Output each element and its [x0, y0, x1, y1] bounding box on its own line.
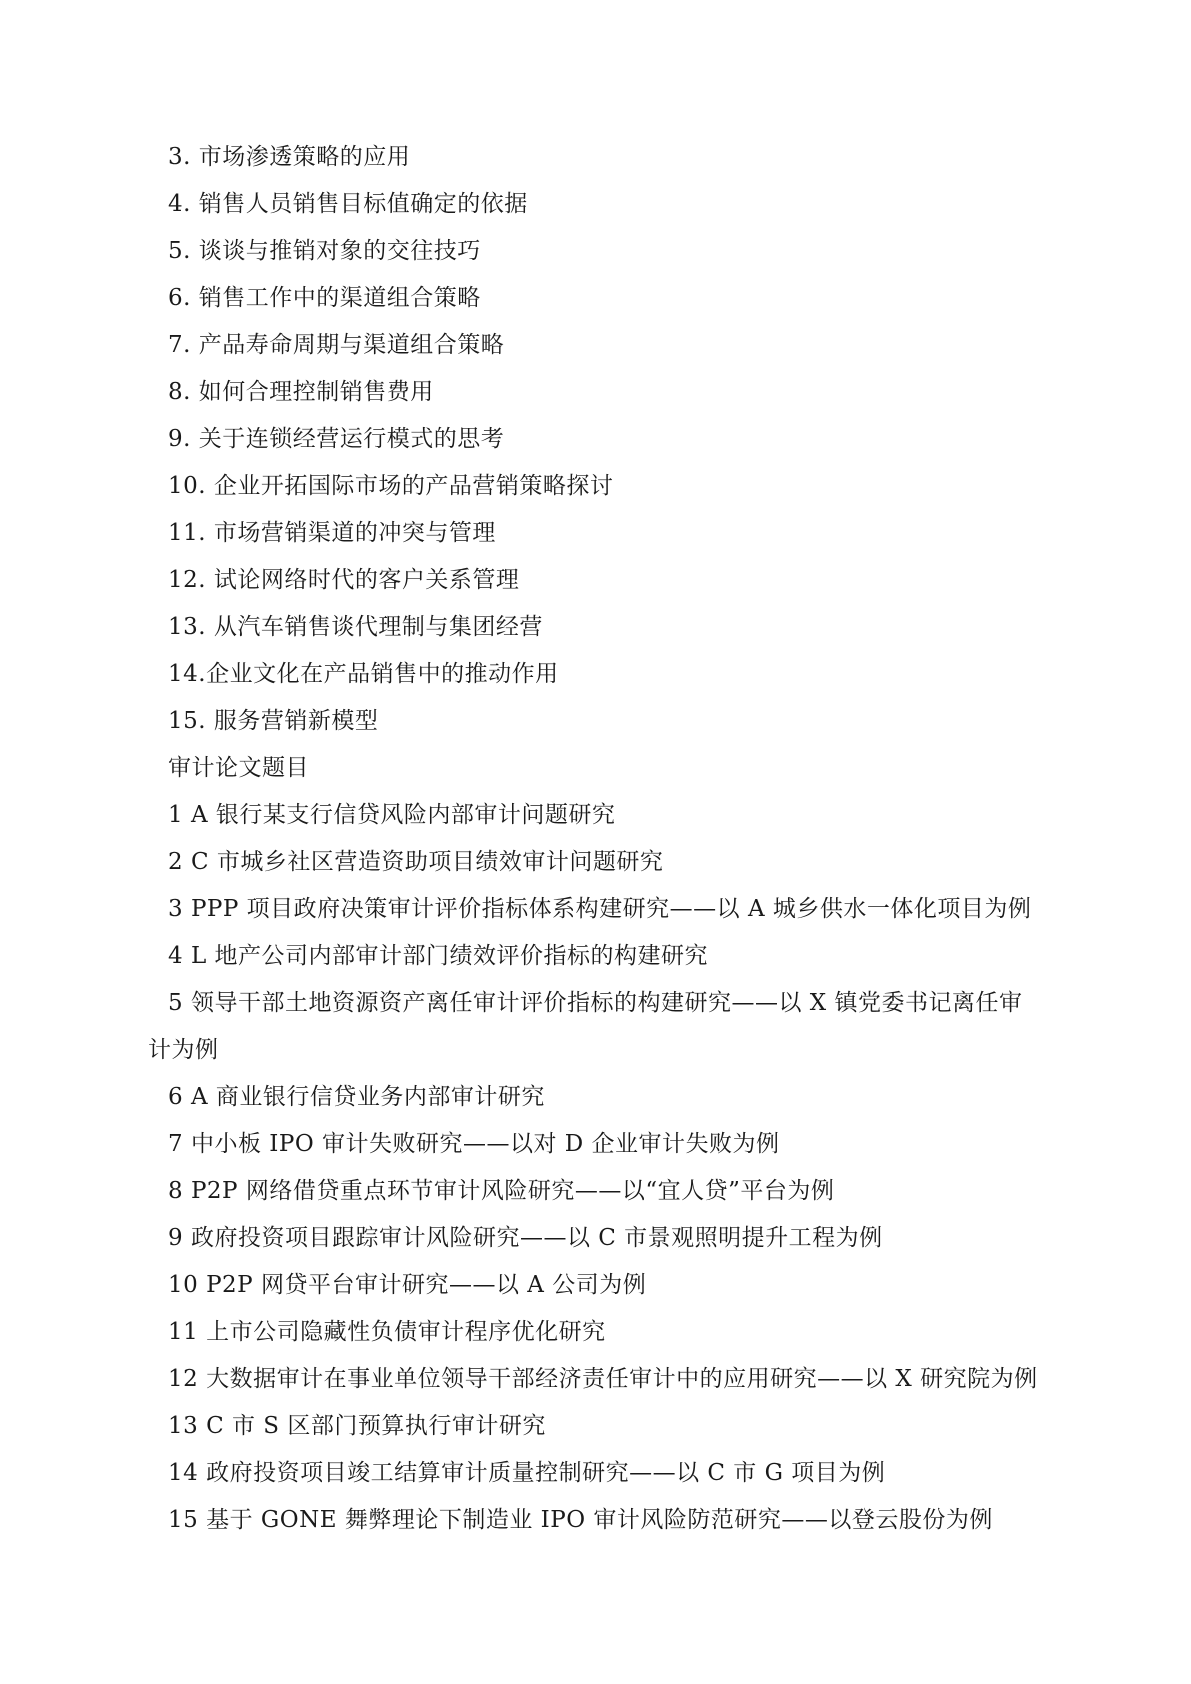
- list-item: 13 C 市 S 区部门预算执行审计研究: [168, 1413, 546, 1439]
- list-item: 15 基于 GONE 舞弊理论下制造业 IPO 审计风险防范研究——以登云股份为例: [168, 1507, 993, 1533]
- list-item: 8 P2P 网络借贷重点环节审计风险研究——以“宜人贷”平台为例: [168, 1178, 835, 1204]
- list-item: 6 A 商业银行信贷业务内部审计研究: [168, 1084, 545, 1110]
- list-item: 12 大数据审计在事业单位领导干部经济责任审计中的应用研究——以 X 研究院为例: [168, 1366, 1038, 1392]
- list-item: 11 上市公司隐藏性负债审计程序优化研究: [168, 1319, 606, 1345]
- document-body: [148, 134, 1048, 1544]
- list-item: 3 PPP 项目政府决策审计评价指标体系构建研究——以 A 城乡供水一体化项目为例: [168, 896, 1032, 922]
- list-item: 10 P2P 网贷平台审计研究——以 A 公司为例: [168, 1272, 647, 1298]
- list-item: 8. 如何合理控制销售费用: [168, 379, 434, 405]
- list-item: 6. 销售工作中的渠道组合策略: [168, 285, 481, 311]
- list-item-continuation: 计为例: [148, 1037, 219, 1063]
- list-item: 2 C 市城乡社区营造资助项目绩效审计问题研究: [168, 849, 664, 875]
- list-item: 13. 从汽车销售谈代理制与集团经营: [168, 614, 543, 640]
- list-item: 14.企业文化在产品销售中的推动作用: [168, 661, 559, 687]
- list-item: 5 领导干部土地资源资产离任审计评价指标的构建研究——以 X 镇党委书记离任审: [168, 990, 1023, 1016]
- list-item: 3. 市场渗透策略的应用: [168, 144, 411, 170]
- list-item: 9 政府投资项目跟踪审计风险研究——以 C 市景观照明提升工程为例: [168, 1225, 883, 1251]
- marketing-topic-list: [148, 134, 1048, 745]
- audit-section-heading: 审计论文题目: [168, 755, 309, 781]
- list-item: 11. 市场营销渠道的冲突与管理: [168, 520, 496, 546]
- list-item: 4 L 地产公司内部审计部门绩效评价指标的构建研究: [168, 943, 709, 969]
- list-item: 12. 试论网络时代的客户关系管理: [168, 567, 520, 593]
- list-item: 15. 服务营销新模型: [168, 708, 379, 734]
- list-item: 9. 关于连锁经营运行模式的思考: [168, 426, 505, 452]
- list-item: 10. 企业开拓国际市场的产品营销策略探讨: [168, 473, 614, 499]
- list-item: 4. 销售人员销售目标值确定的依据: [168, 191, 528, 217]
- list-item: 7 中小板 IPO 审计失败研究——以对 D 企业审计失败为例: [168, 1131, 780, 1157]
- audit-topic-list: [148, 792, 1048, 1544]
- list-item: 7. 产品寿命周期与渠道组合策略: [168, 332, 505, 358]
- list-item: 5. 谈谈与推销对象的交往技巧: [168, 238, 481, 264]
- list-item: 14 政府投资项目竣工结算审计质量控制研究——以 C 市 G 项目为例: [168, 1460, 886, 1486]
- list-item: 1 A 银行某支行信贷风险内部审计问题研究: [168, 802, 616, 828]
